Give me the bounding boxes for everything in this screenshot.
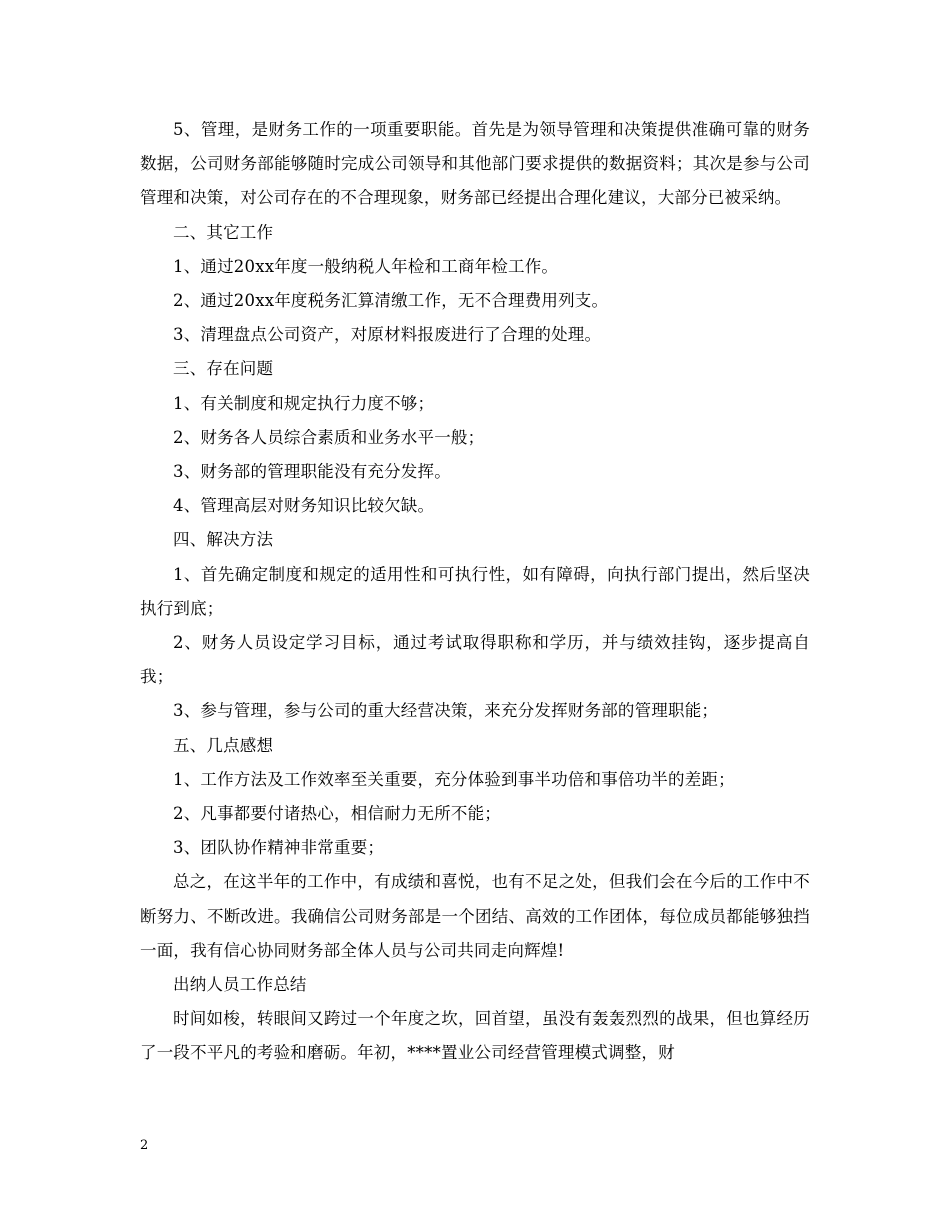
section-heading-cashier-summary: 出纳人员工作总结 xyxy=(173,975,307,995)
list-item-problem-4: 4、管理高层对财务知识比较欠缺。 xyxy=(173,496,435,516)
section-heading-existing-problems: 三、存在问题 xyxy=(173,359,274,379)
summary-paragraph: 总之，在这半年的工作中，有成绩和喜悦，也有不足之处，但我们会在今后的工作中不断努力、不断改进。我确信公司财务部是一个团结、高效的工作团体，每位成员都能够独挡一面，我有信心协同财务部全体人员与公司共同走向辉煌! xyxy=(140,872,810,960)
page-number: 2 xyxy=(140,1138,149,1153)
section-heading-solutions: 四、解决方法 xyxy=(173,530,274,550)
list-item-reflection-2: 2、凡事都要付诸热心，相信耐力无所不能； xyxy=(173,804,501,824)
section-heading-reflections: 五、几点感想 xyxy=(173,735,274,755)
document-body xyxy=(140,113,810,1071)
list-item-problem-3: 3、财务部的管理职能没有充分发挥。 xyxy=(173,462,451,482)
list-item-reflection-3: 3、团队协作精神非常重要； xyxy=(173,838,385,858)
paragraph-management-role: 5、管理，是财务工作的一项重要职能。首先是为领导管理和决策提供准确可靠的财务数据，公司财务部能够随时完成公司领导和其他部门要求提供的数据资料；其次是参与公司管理和决策，对公司存在的不合理现象，财务部已经提出合理化建议，大部分已被采纳。 xyxy=(140,120,810,208)
list-item-asset-inventory: 3、清理盘点公司资产，对原材料报废进行了合理的处理。 xyxy=(173,325,602,345)
list-item-problem-2: 2、财务各人员综合素质和业务水平一般； xyxy=(173,427,485,447)
list-item-solution-1: 1、首先确定制度和规定的适用性和可执行性，如有障碍，向执行部门提出，然后坚决执行到底； xyxy=(140,564,810,618)
list-item-solution-2: 2、财务人员设定学习目标，通过考试取得职称和学历，并与绩效挂钩，逐步提高自我； xyxy=(140,633,810,687)
list-item-annual-inspection: 1、通过20xx年度一般纳税人年检和工商年检工作。 xyxy=(173,256,559,276)
list-item-solution-3: 3、参与管理，参与公司的重大经营决策，来充分发挥财务部的管理职能； xyxy=(173,701,719,721)
list-item-reflection-1: 1、工作方法及工作效率至关重要，充分体验到事半功倍和事倍功半的差距； xyxy=(173,769,735,789)
cashier-summary-paragraph: 时间如梭，转眼间又跨过一个年度之坎，回首望，虽没有轰轰烈烈的战果，但也算经历了一段不平凡的考验和磨砺。年初，****置业公司经营管理模式调整，财 xyxy=(140,1009,810,1063)
list-item-tax-settlement: 2、通过20xx年度税务汇算清缴工作，无不合理费用列支。 xyxy=(173,291,609,311)
section-heading-other-work: 二、其它工作 xyxy=(173,222,274,242)
list-item-problem-1: 1、有关制度和规定执行力度不够； xyxy=(173,393,435,413)
